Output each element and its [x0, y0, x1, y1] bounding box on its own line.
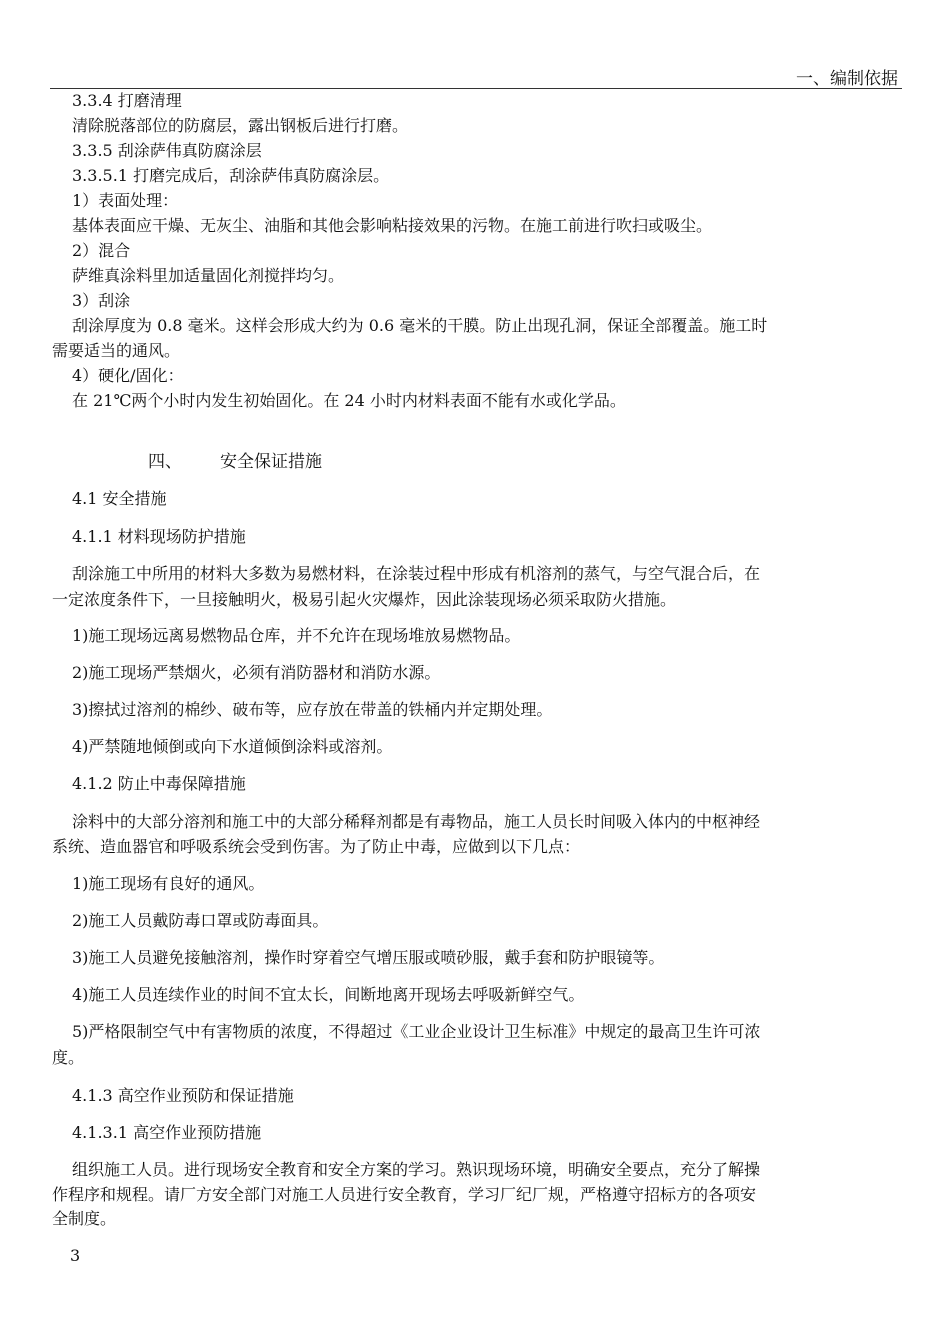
text-line: 在 21℃两个小时内发生初始固化。在 24 小时内材料表面不能有水或化学品。	[72, 391, 626, 410]
text-line: 需要适当的通风。	[52, 341, 181, 360]
paragraph-line: 作程序和规程。请厂方安全部门对施工人员进行安全教育，学习厂纪厂规，严格遵守招标方的各项安	[52, 1185, 757, 1204]
list-item: 2)施工人员戴防毒口罩或防毒面具。	[72, 911, 329, 930]
text-line: 2）混合	[72, 241, 131, 260]
list-item: 2)施工现场严禁烟火，必须有消防器材和消防水源。	[72, 663, 441, 682]
text-line: 3.3.4 打磨清理	[72, 91, 182, 110]
list-item: 度。	[52, 1048, 85, 1067]
subheading: 4.1.3 高空作业预防和保证措施	[72, 1086, 294, 1105]
list-item: 4)施工人员连续作业的时间不宜太长，间断地离开现场去呼吸新鲜空气。	[72, 985, 585, 1004]
section-number: 四、	[148, 452, 182, 472]
list-item: 4)严禁随地倾倒或向下水道倾倒涂料或溶剂。	[72, 737, 393, 756]
list-item: 3)擦拭过溶剂的棉纱、破布等，应存放在带盖的铁桶内并定期处理。	[72, 700, 553, 719]
paragraph-line: 涂料中的大部分溶剂和施工中的大部分稀释剂都是有毒物品，施工人员长时间吸入体内的中枢神经	[72, 812, 761, 831]
text-line: 3）刮涂	[72, 291, 131, 310]
text-line: 3.3.5 刮涂萨伟真防腐涂层	[72, 141, 262, 160]
text-line: 4）硬化/固化：	[72, 366, 184, 385]
list-item: 3)施工人员避免接触溶剂，操作时穿着空气增压服或喷砂服，戴手套和防护眼镜等。	[72, 948, 665, 967]
paragraph-line: 组织施工人员。进行现场安全教育和安全方案的学习。熟识现场环境，明确安全要点，充分了解操	[72, 1160, 761, 1179]
subheading: 4.1.1 材料现场防护措施	[72, 527, 246, 546]
text-line: 3.3.5.1 打磨完成后，刮涂萨伟真防腐涂层。	[72, 166, 390, 185]
text-line: 基体表面应干燥、无灰尘、油脂和其他会影响粘接效果的污物。在施工前进行吹扫或吸尘。	[72, 216, 713, 235]
list-item: 5)严格限制空气中有害物质的浓度，不得超过《工业企业设计卫生标准》中规定的最高卫生许可浓	[72, 1022, 761, 1041]
text-line: 刮涂厚度为 0.8 毫米。这样会形成大约为 0.6 毫米的干膜。防止出现孔洞，保证全部覆盖。施工时	[72, 316, 768, 335]
page-header	[50, 62, 902, 89]
text-line: 萨维真涂料里加适量固化剂搅拌均匀。	[72, 266, 345, 285]
header-title: 一、编制依据	[796, 69, 898, 89]
section-title: 安全保证措施	[220, 452, 322, 472]
page-number: 3	[70, 1246, 81, 1265]
subheading: 4.1.2 防止中毒保障措施	[72, 774, 246, 793]
paragraph-line: 系统、造血器官和呼吸系统会受到伤害。为了防止中毒，应做到以下几点：	[52, 837, 581, 856]
paragraph-line: 全制度。	[52, 1209, 117, 1228]
paragraph-line: 刮涂施工中所用的材料大多数为易燃材料，在涂装过程中形成有机溶剂的蒸气，与空气混合后，在	[72, 564, 761, 583]
list-item: 1)施工现场有良好的通风。	[72, 874, 265, 893]
paragraph-line: 一定浓度条件下，一旦接触明火，极易引起火灾爆炸，因此涂装现场必须采取防火措施。	[52, 590, 677, 609]
text-line: 1）表面处理：	[72, 191, 179, 210]
subheading: 4.1 安全措施	[72, 489, 167, 508]
subheading: 4.1.3.1 高空作业预防措施	[72, 1123, 262, 1142]
text-line: 清除脱落部位的防腐层，露出钢板后进行打磨。	[72, 116, 409, 135]
list-item: 1)施工现场远离易燃物品仓库，并不允许在现场堆放易燃物品。	[72, 626, 521, 645]
